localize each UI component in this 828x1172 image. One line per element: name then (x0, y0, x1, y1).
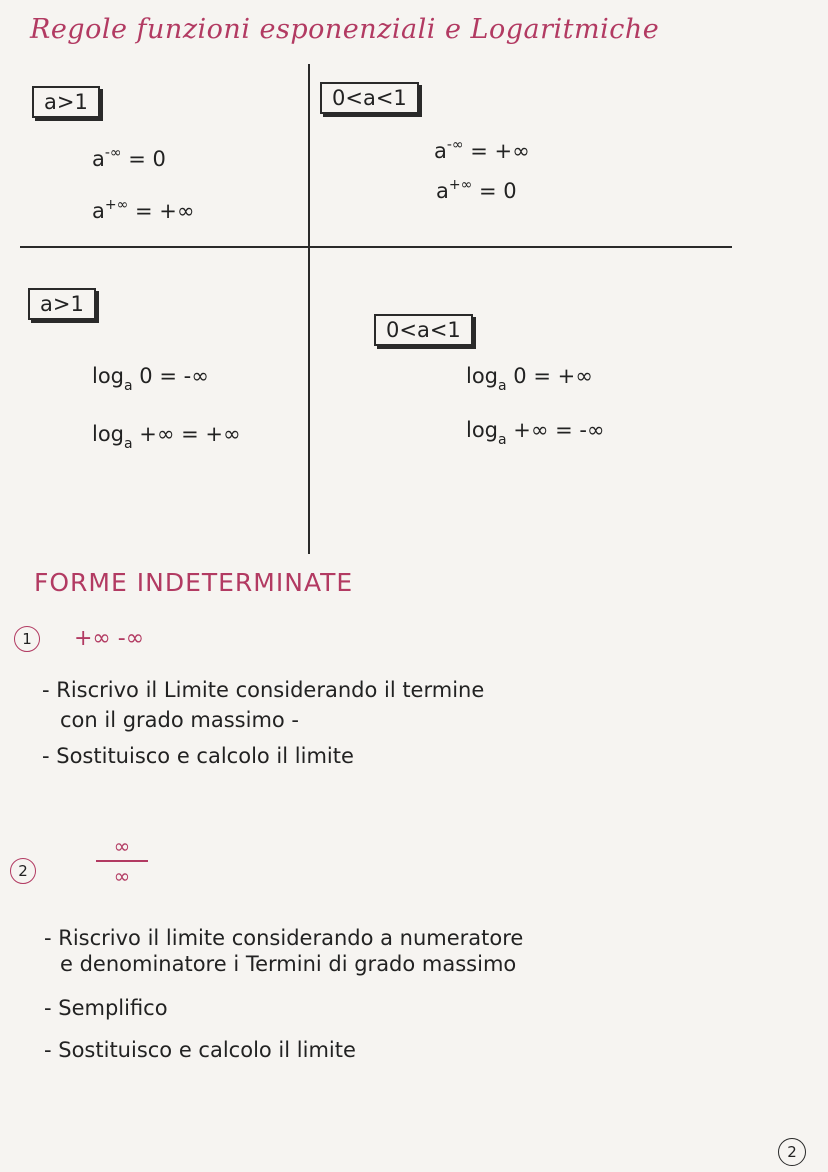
exp-rule-a-gt-1-plus-inf: a+∞ = +∞ (92, 197, 195, 223)
condition-box-exp-a-between-0-1: 0<a<1 (320, 82, 419, 114)
case-1-step-2: con il grado massimo - (60, 708, 300, 732)
case-1-step-3: - Sostituisco e calcolo il limite (42, 744, 354, 768)
vertical-divider (308, 64, 310, 554)
case-1-step-1: - Riscrivo il Limite considerando il termine (42, 678, 485, 702)
case-2-step-4: - Sostituisco e calcolo il limite (44, 1038, 356, 1062)
case-2-step-1: - Riscrivo il limite considerando a numeratore (44, 926, 524, 950)
case-2-step-3: - Semplifico (44, 996, 168, 1020)
condition-box-log-a-between-0-1: 0<a<1 (374, 314, 473, 346)
case-1-number: 1 (14, 626, 40, 652)
indeterminate-forms-title: FORME INDETERMINATE (34, 568, 354, 597)
log-rule-a-lt-1-plus-inf: $\log_a$ +∞ = -∞ (466, 418, 605, 448)
case-1-expression: +∞ -∞ (74, 626, 145, 651)
case-2-denominator: ∞ (113, 864, 131, 888)
exp-rule-a-gt-1-minus-inf: a-∞ = 0 (92, 145, 166, 171)
log-rule-a-lt-1-zero: $\log_a 0$ = +∞ (466, 364, 593, 394)
log-rule-a-gt-1-zero: $\log_a 0$ = -∞ (92, 364, 209, 394)
condition-box-log-a-gt-1: a>1 (28, 288, 96, 320)
page-title: Regole funzioni esponenziali e Logaritmiche (30, 14, 660, 45)
case-2-step-2: e denominatore i Termini di grado massimo (60, 952, 517, 976)
log-rule-a-gt-1-plus-inf: $\log_a$ +∞ = +∞ (92, 422, 241, 452)
exp-rule-a-lt-1-plus-inf: a+∞ = 0 (436, 177, 517, 203)
condition-box-exp-a-gt-1: a>1 (32, 86, 100, 118)
page-number: 2 (778, 1138, 806, 1166)
case-2-fraction (96, 836, 148, 886)
exp-rule-a-lt-1-minus-inf: a-∞ = +∞ (434, 137, 530, 163)
case-2-number: 2 (10, 858, 36, 884)
fraction-bar (96, 860, 148, 862)
horizontal-divider (20, 246, 732, 248)
case-2-numerator: ∞ (113, 834, 131, 858)
